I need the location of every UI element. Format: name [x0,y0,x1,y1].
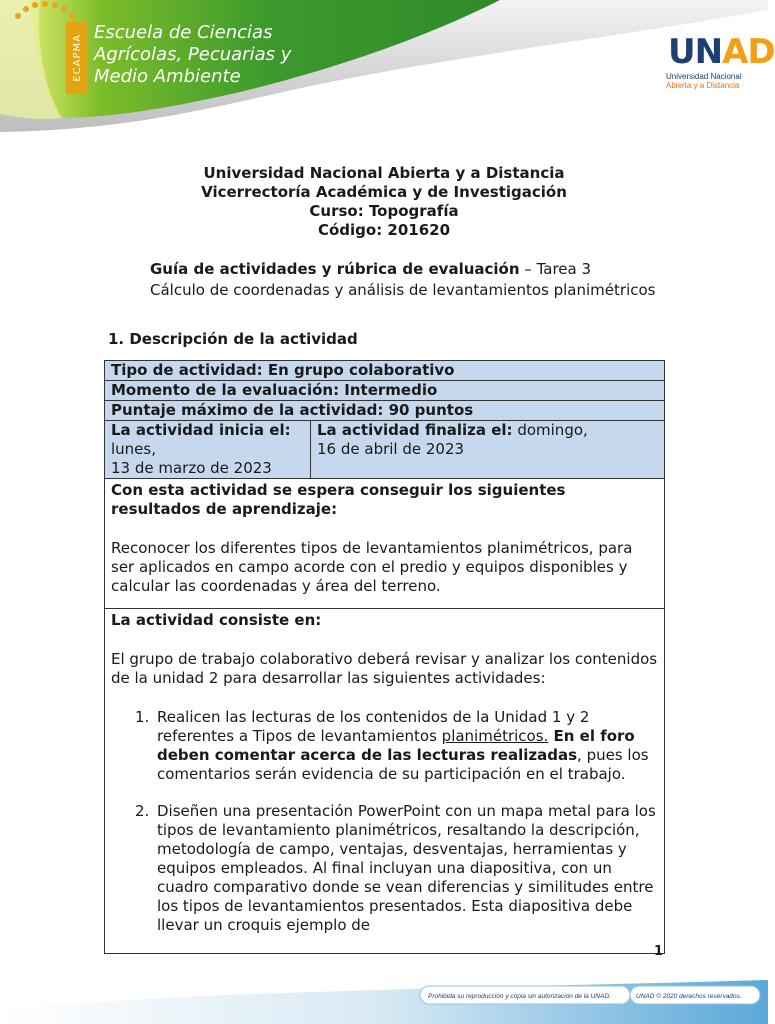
school-name [94,22,291,88]
end-date-day: domingo, [512,421,588,439]
list-item-text [157,708,658,784]
list-item [135,708,658,784]
page-number: 1 [654,944,664,959]
guide-title: Guía de actividades y rúbrica de evaluación [150,260,520,278]
footer-copy-notice: Prohibida su reproducción y copia sin autorización de la UNAD. [428,993,611,1000]
title-block [0,164,768,240]
list-item-number: 2. [135,802,150,820]
table-row [105,401,665,421]
school-line-2: Agrícolas, Pecuarias y [94,44,292,65]
list-item-text: Diseñen una presentación PowerPoint con un mapa metal para los tipos de levantamiento planimétricos, resaltando la descripción, metodología de campo, ventajas, desventajas, herramientas y equipos empleados. Al final incluyan una diapositiva, con un cuadro comparativo donde se vean diferencias y similitudes entre los tipos de levantamientos presentados. Esta diapositiva debe llevar un croquis ejemplo de [157,802,656,934]
guide-subtitle: Cálculo de coordenadas y análisis de levantamientos planimétricos [150,281,656,299]
table-row [105,421,665,479]
end-date-value: 16 de abril de 2023 [317,440,465,458]
table-row [105,381,665,401]
list-item [135,802,658,935]
table-row [105,609,665,954]
unad-logo-un: UN [668,32,723,72]
table-row [105,361,665,381]
school-line-1: Escuela de Ciencias [94,22,273,43]
learning-results-text: Reconocer los diferentes tipos de levantamientos planimétricos, para ser aplicados en campo acorde con el predio y equipos disponibles y calcular las coordenadas y área del terreno. [111,539,633,595]
start-date-day: lunes, [111,440,156,458]
item1-underlined: planimétricos. [441,727,549,745]
learning-results-cell [105,479,665,609]
guide-heading [150,259,655,301]
activity-consists-cell [105,609,665,954]
activity-table [104,360,665,954]
item1-text-a: Realicen las lecturas de los contenidos de la Unidad 1 y 2 referentes a Tipos de levantamientos [157,708,590,745]
footer-rights: UNAD © 2020 derechos reservados. [636,993,742,1000]
unad-logo-ad: AD [722,32,775,72]
section-title: 1. Descripción de la actividad [108,330,358,348]
item1-bold: En el foro deben comentar acerca de las lecturas realizadas [157,727,635,764]
title-code: Código: 201620 [317,221,451,239]
unad-logo-dots-icon [0,0,96,80]
school-line-3: Medio Ambiente [94,66,241,87]
activity-list [111,708,658,935]
start-date-cell [105,421,311,479]
max-score: Puntaje máximo de la actividad: 90 puntos [105,401,665,421]
start-date-label: La actividad inicia el: [111,421,291,439]
title-university: Universidad Nacional Abierta y a Distancia [203,164,565,182]
activity-consists-intro: El grupo de trabajo colaborativo deberá revisar y analizar los contenidos de la unidad 2 para desarrollar las siguientes actividades: [111,650,658,687]
unad-logo [668,32,775,72]
activity-type: Tipo de actividad: En grupo colaborativo [105,361,665,381]
activity-consists-title: La actividad consiste en: [111,611,322,629]
learning-results-title: Con esta actividad se espera conseguir los siguientes resultados de aprendizaje: [111,481,566,518]
item1-text-c: , pues los comentarios serán evidencia de su participación en el trabajo. [157,746,649,783]
title-vicerrectoria: Vicerrectoría Académica y de Investigación [201,183,567,201]
start-date-value: 13 de marzo de 2023 [111,459,272,477]
end-date-cell [311,421,665,479]
unad-subtitle-1: Universidad Nacional [666,72,742,81]
evaluation-moment: Momento de la evaluación: Intermedio [105,381,665,401]
list-item-number: 1. [135,708,150,726]
ecapma-label: ECAPMA [71,34,83,82]
end-date-label: La actividad finaliza el: [317,421,513,439]
header-banner [0,0,775,150]
table-row [105,479,665,609]
title-course: Curso: Topografía [309,202,459,220]
unad-subtitle-2: Abierta y a Distancia [666,81,740,90]
guide-task: – Tarea 3 [519,260,592,278]
